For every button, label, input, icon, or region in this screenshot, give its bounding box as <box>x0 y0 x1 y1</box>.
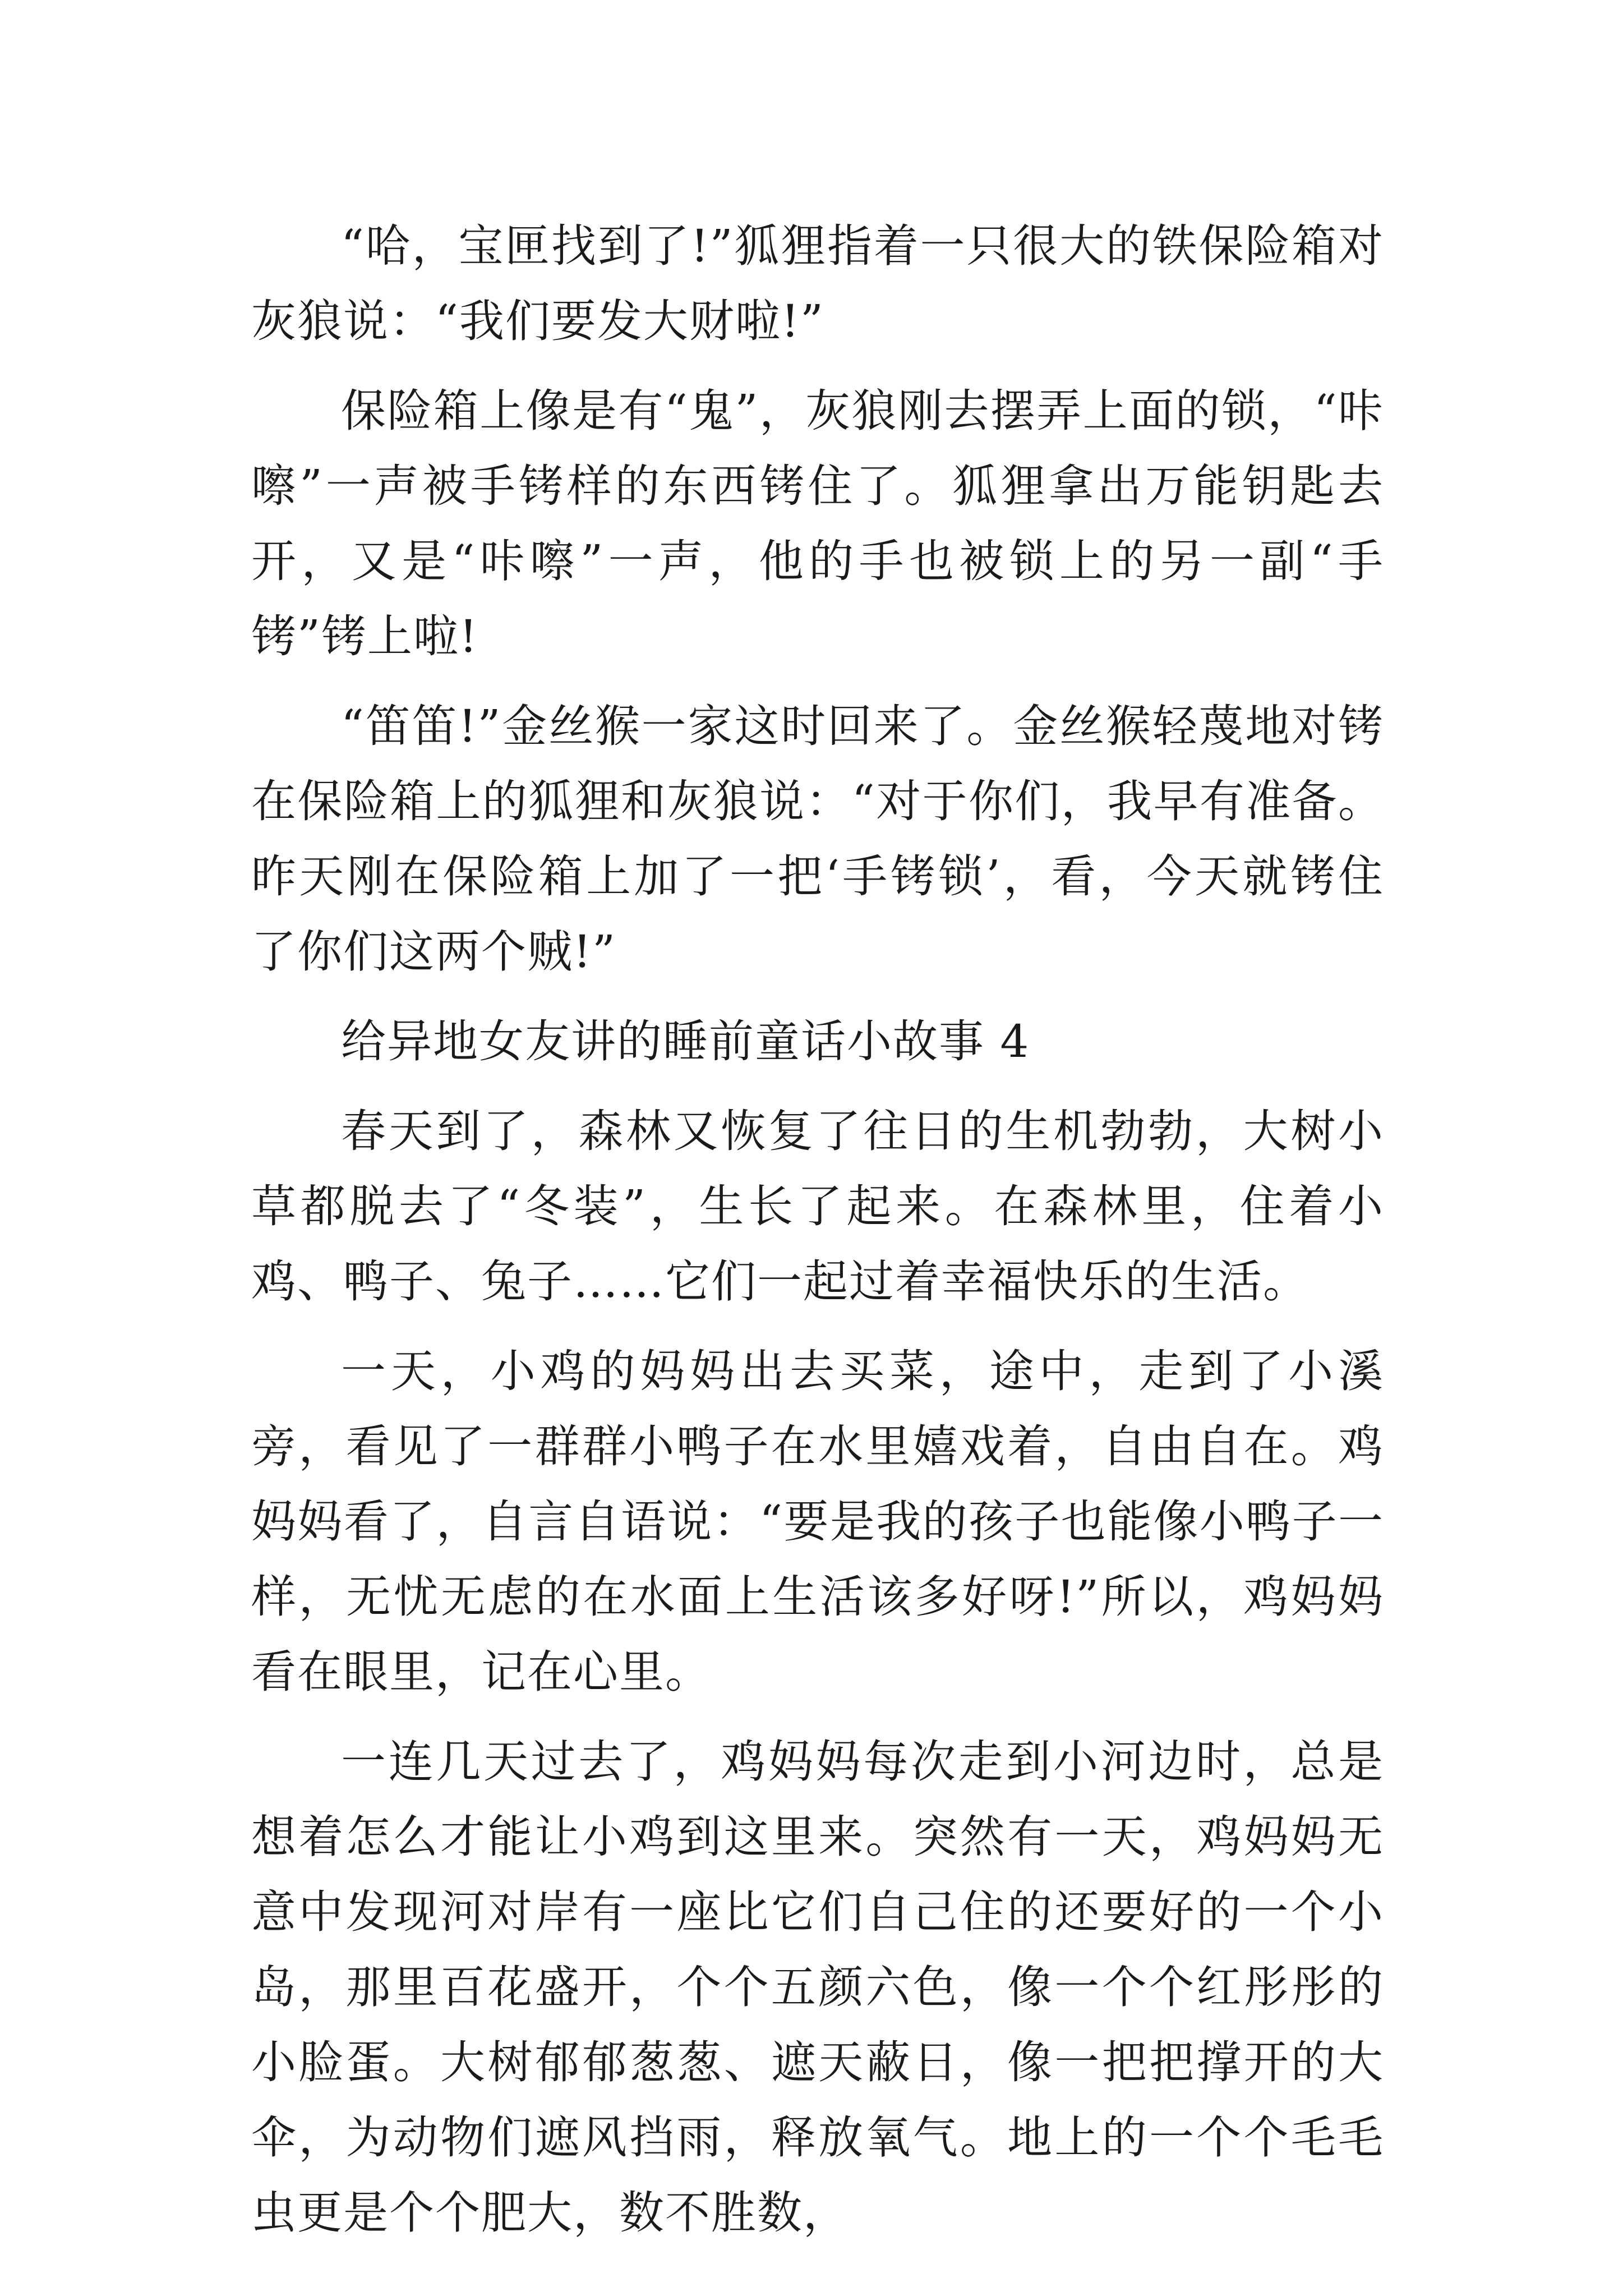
paragraph: 一天，小鸡的妈妈出去买菜，途中，走到了小溪旁，看见了一群群小鸭子在水里嬉戏着，自由自在。鸡妈妈看了，自言自语说：“要是我的孩子也能像小鸭子一样，无忧无虑的在水面上生活该多好呀!”所以，鸡妈妈看在眼里，记在心里。 <box>251 1345 1384 1698</box>
document-body <box>251 209 1384 2265</box>
paragraph: “哈，宝匣找到了!”狐狸指着一只很大的铁保险箱对灰狼说：“我们要发大财啦!” <box>251 220 1384 347</box>
section-heading: 给异地女友讲的睡前童话小故事 4 <box>341 1015 1030 1068</box>
paragraph: 保险箱上像是有“鬼”，灰狼刚去摆弄上面的锁，“咔嚓”一声被手铐样的东西铐住了。狐狸拿出万能钥匙去开，又是“咔嚓”一声，他的手也被锁上的另一副“手铐”铐上啦! <box>251 385 1384 662</box>
paragraph: 春天到了，森林又恢复了往日的生机勃勃，大树小草都脱去了“冬装”，生长了起来。在森林里，住着小鸡、鸭子、兔子……它们一起过着幸福快乐的生活。 <box>251 1105 1384 1308</box>
paragraph: 一连几天过去了，鸡妈妈每次走到小河边时，总是想着怎么才能让小鸡到这里来。突然有一天，鸡妈妈无意中发现河对岸有一座比它们自己住的还要好的一个小岛，那里百花盛开，个个五颜六色，像一个个红彤彤的小脸蛋。大树郁郁葱葱、遮天蔽日，像一把把撑开的大伞，为动物们遮风挡雨，释放氧气。地上的一个个毛毛虫更是个个肥大，数不胜数， <box>251 1736 1384 2239</box>
paragraph: “笛笛!”金丝猴一家这时回来了。金丝猴轻蔑地对铐在保险箱上的狐狸和灰狼说：“对于你们，我早有准备。昨天刚在保险箱上加了一把‘手铐锁’，看，今天就铐住了你们这两个贼!” <box>251 700 1384 978</box>
